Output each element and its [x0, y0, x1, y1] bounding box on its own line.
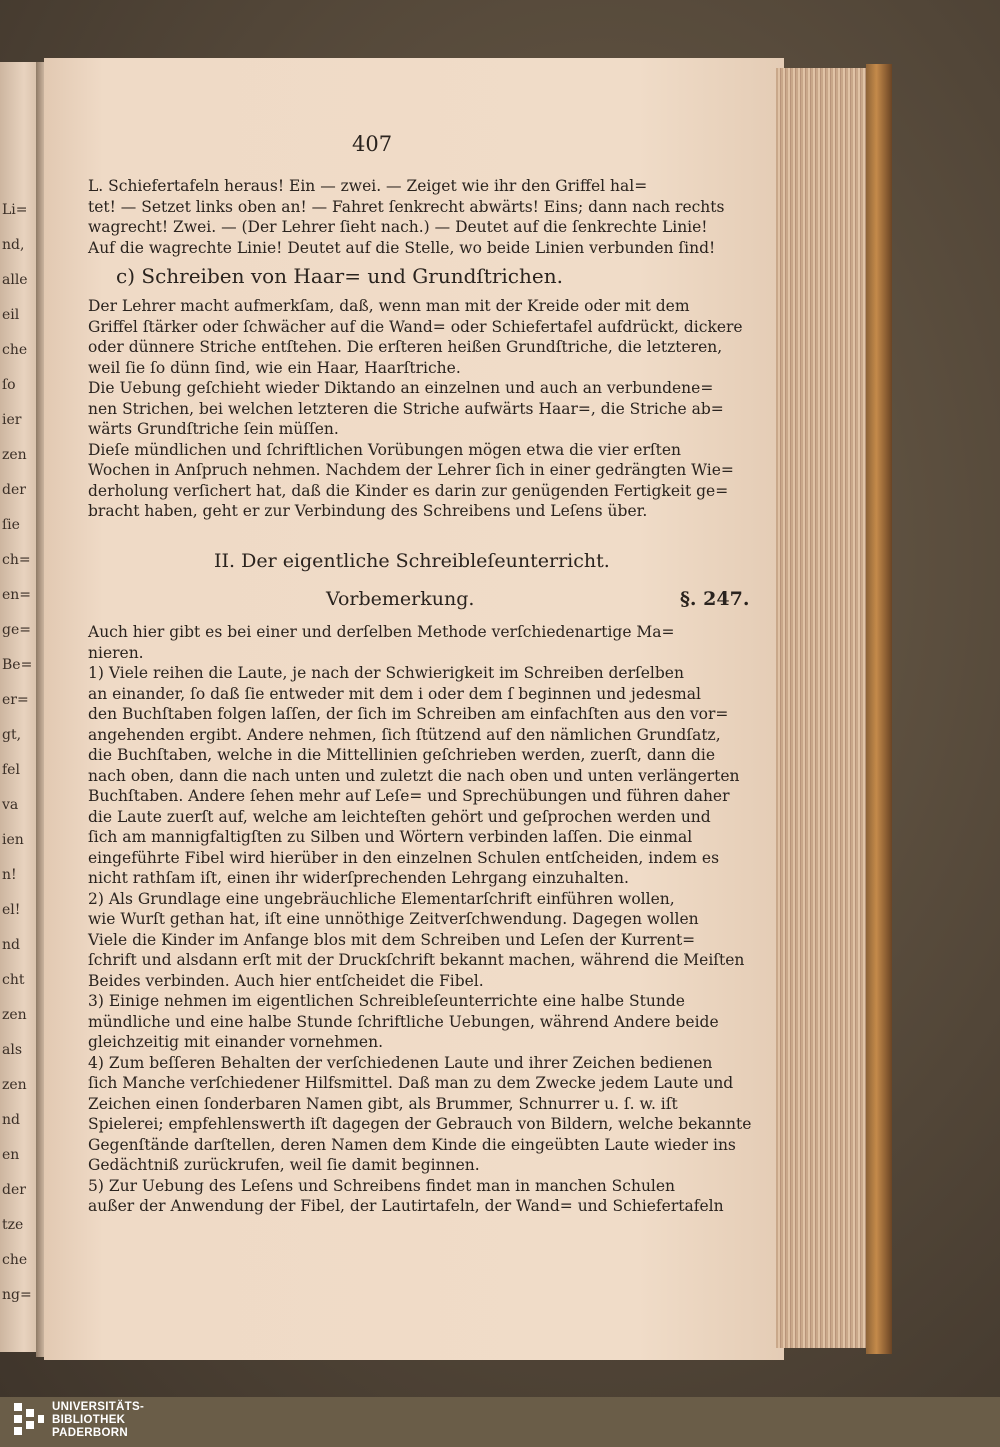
intro-lines [88, 176, 725, 258]
margin-fragment: en [2, 1147, 20, 1163]
margin-fragment: va [2, 797, 19, 813]
margin-fragment: Be= [2, 657, 33, 673]
margin-fragment: che [2, 1252, 28, 1268]
text-line: ſich Manche verſchiedener Hilfsmittel. Daß man zu dem Zwecke jedem Laute und [88, 1074, 734, 1092]
text-line: Gedächtniß zurückrufen, weil ſie damit beginnen. [88, 1156, 480, 1174]
section-mark: §. 247. [680, 588, 750, 610]
margin-fragment: zen [2, 447, 27, 463]
margin-fragment: en= [2, 587, 32, 603]
margin-fragment: nd, [2, 237, 25, 253]
margin-fragment: als [2, 1042, 23, 1058]
margin-fragment: zen [2, 1077, 27, 1093]
text-line: nieren. [88, 643, 144, 662]
heading-c: c) Schreiben von Haar= und Grundſtrichen. [116, 264, 563, 288]
margin-fragment: fel [2, 762, 20, 778]
text-line: an einander, ſo daß ſie entweder mit dem i oder dem ſ beginnen und jedesmal [88, 684, 701, 703]
text-line: nen Strichen, bei welchen letzteren die Striche aufwärts Haar=, die Striche ab= [88, 399, 724, 418]
margin-fragment: ch= [2, 552, 31, 568]
text-line: derholung verſichert hat, daß die Kinder es darin zur genügenden Fertigkeit ge= [88, 481, 729, 500]
margin-fragment: ier [2, 412, 22, 428]
text-line: wärts Grundſtriche ſein müſſen. [88, 420, 339, 438]
text-line: Griffel ſtärker oder ſchwächer auf die Wand= oder Schiefertafel aufdrückt, dickere [88, 317, 743, 336]
text-line: gleichzeitig mit einander vornehmen. [88, 1033, 383, 1051]
text-line: Auf die wagrechte Linie! Deutet auf die Stelle, wo beide Linien verbunden ſind! [88, 238, 716, 257]
margin-fragment: alle [2, 272, 28, 288]
margin-fragment: el! [2, 902, 21, 918]
margin-fragment: ien [2, 832, 24, 848]
text-line: den Buchſtaben folgen laſſen, der ſich im Schreiben am einfachſten aus den vor= [88, 705, 729, 723]
text-line: Die Uebung geſchieht wieder Diktando an einzelnen und auch an verbundene= [88, 379, 714, 397]
text-line: mündliche und eine halbe Stunde ſchriftliche Uebungen, während Andere beide [88, 1012, 719, 1031]
text-line: angehenden ergibt. Andere nehmen, ſich ſtützend auf den nämlichen Grundſatz, [88, 725, 721, 744]
text-line: Dieſe mündlichen und ſchriftlichen Vorübungen mögen etwa die vier erſten [88, 440, 682, 459]
library-line-2: BIBLIOTHEK [52, 1414, 126, 1426]
text-line: Buchſtaben. Andere ſehen mehr auf Leſe= und Sprechübungen und führen daher [88, 787, 730, 805]
text-line: oder dünnere Striche entſtehen. Die erſteren heißen Grundſtriche, die letzteren, [88, 338, 723, 356]
text-line: nicht rathſam iſt, einen ihr widerſprechenden Lehrgang einzuhalten. [88, 869, 629, 887]
margin-fragment: che [2, 342, 28, 358]
text-line: bracht haben, geht er zur Verbindung des Schreibens und Leſens über. [88, 502, 648, 520]
margin-fragment: gt, [2, 727, 22, 743]
margin-fragment: n! [2, 867, 17, 883]
margin-fragment: der [2, 482, 26, 498]
margin-fragment: ng= [2, 1287, 32, 1303]
left-page-edge [0, 62, 40, 1352]
margin-fragment: eil [2, 307, 20, 323]
margin-fragment: zen [2, 1007, 27, 1023]
text-line: Zeichen einen ſonderbaren Namen gibt, als Brummer, Schnurrer u. ſ. w. iſt [88, 1094, 678, 1113]
library-footer [0, 1397, 1000, 1447]
margin-fragment: cht [2, 972, 25, 988]
text-line: Wochen in Anſpruch nehmen. Nachdem der Lehrer ſich in einer gedrängten Wie= [88, 461, 734, 479]
text-line: wagrecht! Zwei. — (Der Lehrer ſieht nach.) — Deutet auf die ſenkrechte Linie! [88, 218, 708, 236]
paragraph-main [88, 622, 752, 1217]
heading-vorbemerkung: Vorbemerkung. [326, 588, 475, 610]
text-line: 4) Zum beſſeren Behalten der verſchiedenen Laute und ihrer Zeichen bedienen [88, 1053, 713, 1072]
text-line: 2) Als Grundlage eine ungebräuchliche Elementarſchrift einführen wollen, [88, 889, 675, 908]
margin-fragment: nd [2, 1112, 20, 1128]
page-number: 407 [352, 132, 393, 156]
text-line: eingeführte Fibel wird hierüber in den einzelnen Schulen entſcheiden, indem es [88, 848, 720, 867]
text-line: 3) Einige nehmen im eigentlichen Schreibleſeunterrichte eine halbe Stunde [88, 992, 685, 1010]
margin-fragment: ſie [2, 517, 20, 533]
text-line: tet! — Setzet links oben an! — Fahret ſenkrecht abwärts! Eins; dann nach rechts [88, 197, 725, 216]
book-cover-edge [866, 64, 892, 1354]
text-line: Der Lehrer macht aufmerkſam, daß, wenn man mit der Kreide oder mit dem [88, 297, 690, 315]
text-line: ſchrift und alsdann erſt mit der Druckſchrift bekannt machen, während die Meiſten [88, 951, 745, 969]
page-edges [776, 68, 878, 1348]
text-line: Beides verbinden. Auch hier entſcheidet die Fibel. [88, 971, 484, 990]
paragraph-c [88, 296, 743, 522]
text-line: Viele die Kinder im Anfange blos mit dem Schreiben und Leſen der Kurrent= [88, 930, 696, 949]
text-line: die Laute zuerſt auf, welche am leichteſten gehört und geſprochen werden und [88, 807, 711, 826]
text-line: Gegenſtände darſtellen, deren Namen dem Kinde die eingeübten Laute wieder ins [88, 1135, 736, 1154]
library-line-3: PADERBORN [52, 1427, 128, 1439]
library-logo-icon [12, 1401, 46, 1443]
margin-fragment: der [2, 1182, 26, 1198]
margin-fragment: er= [2, 692, 29, 708]
text-line: weil ſie ſo dünn ſind, wie ein Haar, Haarſtriche. [88, 358, 461, 377]
text-line: außer der Anwendung der Fibel, der Lautirtafeln, der Wand= und Schiefertafeln [88, 1197, 724, 1215]
text-line: die Buchſtaben, welche in die Mittellinien geſchrieben werden, zuerſt, dann die [88, 746, 715, 764]
heading-ii: II. Der eigentliche Schreibleſeunterricht. [214, 550, 610, 572]
text-line: Auch hier gibt es bei einer und derſelben Methode verſchiedenartige Ma= [88, 623, 675, 641]
text-line: ſich am mannigfaltigſten zu Silben und Wörtern verbinden laſſen. Die einmal [88, 828, 693, 846]
margin-fragment: nd [2, 937, 20, 953]
text-line: nach oben, dann die nach unten und zuletzt die nach oben und unten verlängerten [88, 766, 740, 785]
library-name [52, 1401, 144, 1440]
text-line: 5) Zur Uebung des Leſens und Schreibens findet man in manchen Schulen [88, 1176, 676, 1195]
text-line: Spielerei; empfehlenswerth iſt dagegen der Gebrauch von Bildern, welche bekannte [88, 1115, 752, 1133]
text-line: wie Wurſt gethan hat, iſt eine unnöthige Zeitverſchwendung. Dagegen wollen [88, 910, 699, 928]
margin-fragment: ſo [2, 377, 16, 393]
margin-fragment: tze [2, 1217, 24, 1233]
margin-fragment: ge= [2, 622, 31, 638]
text-line: 1) Viele reihen die Laute, je nach der Schwierigkeit im Schreiben derſelben [88, 664, 684, 682]
text-line: L. Schiefertafeln heraus! Ein — zwei. — Zeiget wie ihr den Griffel hal= [88, 177, 648, 195]
margin-fragment: Li= [2, 202, 28, 218]
library-line-1: UNIVERSITÄTS- [52, 1401, 145, 1413]
